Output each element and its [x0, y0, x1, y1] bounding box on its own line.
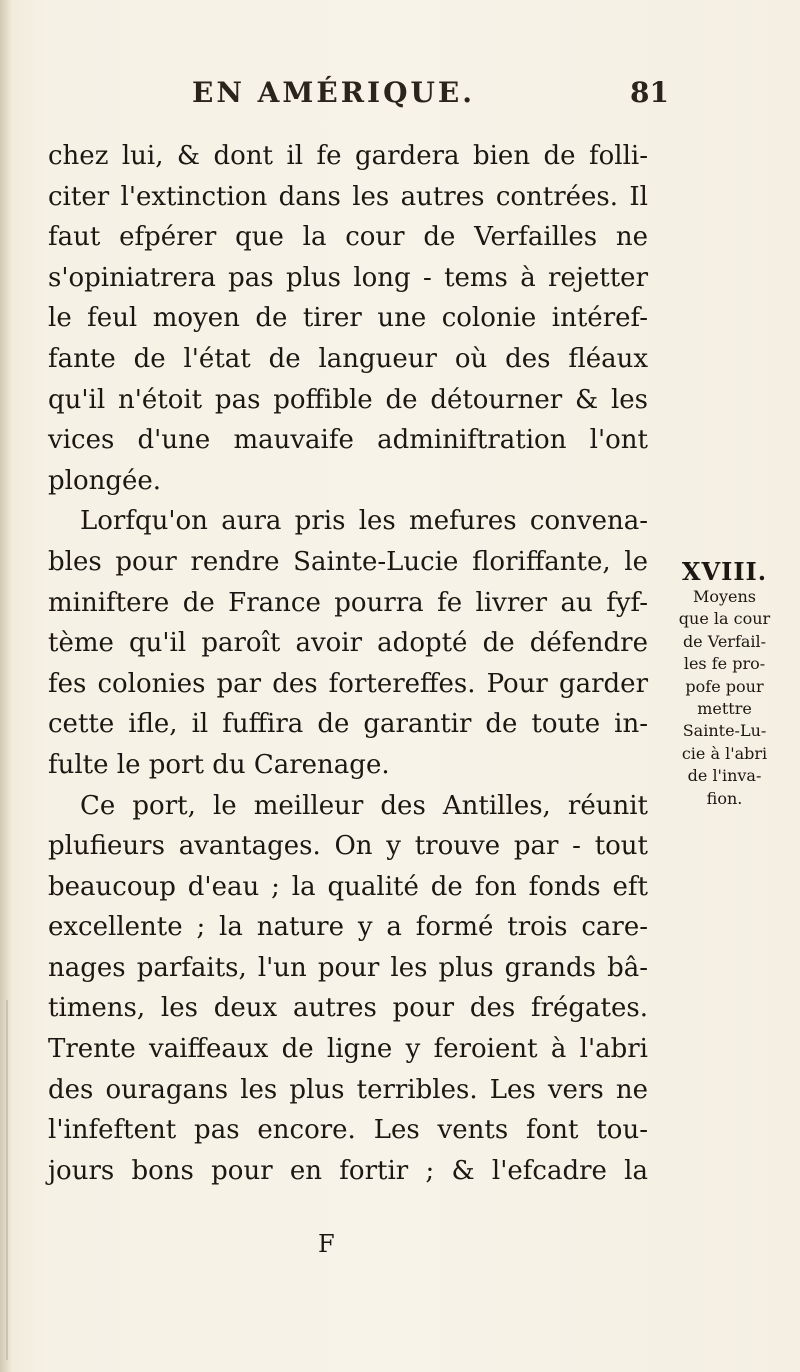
margin-note-line: cie à l'abri: [681, 743, 768, 763]
text-line: beaucoup d'eau ; la qualité de fon fonds eft: [48, 871, 648, 902]
margin-note-line: que la cour: [678, 609, 771, 629]
text-line: faut efpérer que la cour de Verfailles ne: [48, 222, 648, 253]
margin-note-line: les fe pro-: [683, 654, 766, 674]
text-line: le feul moyen de tirer une colonie intéref-: [48, 303, 648, 334]
text-line: nages parfaits, l'un pour les plus grands bâ-: [48, 952, 648, 983]
text-line: l'infeftent pas encore. Les vents font tou-: [48, 1115, 648, 1146]
text-line: plongée.: [48, 465, 162, 496]
page-number: 81: [630, 76, 669, 109]
text-line: timens, les deux autres pour des frégates.: [48, 993, 648, 1024]
body-text: [48, 136, 648, 1191]
text-line: fante de l'état de langueur où des fléaux: [48, 343, 648, 374]
text-line: Ce port, le meilleur des Antilles, réunit: [80, 790, 648, 821]
text-line: s'opiniatrera pas plus long - tems à rejetter: [48, 262, 648, 293]
margin-note-line: pofe pour: [685, 676, 764, 696]
text-line: fulte le port du Carenage.: [48, 749, 390, 780]
text-line: excellente ; la nature y a formé trois care-: [48, 912, 648, 943]
page-edge-mark: [6, 1000, 8, 1360]
text-line: cette ifle, il fuffira de garantir de toute in-: [48, 709, 648, 740]
running-title: EN AMÉRIQUE.: [192, 76, 476, 109]
text-line: des ouragans les plus terribles. Les vers ne: [48, 1074, 648, 1105]
text-line: bles pour rendre Sainte-Lucie floriffante, le: [48, 546, 648, 577]
text-line: plufieurs avantages. On y trouve par - tout: [48, 831, 648, 862]
text-line: qu'il n'étoit pas poffible de détourner & les: [48, 384, 648, 415]
margin-note-line: mettre: [697, 699, 752, 719]
text-line: tème qu'il paroît avoir adopté de défendre: [48, 628, 648, 659]
text-line: jours bons pour en fortir ; & l'efcadre la: [48, 1155, 648, 1186]
running-header: [0, 76, 800, 116]
text-line: Lorfqu'on aura pris les mefures convena-: [80, 506, 648, 537]
text-line: fes colonies par des fortereffes. Pour garder: [48, 668, 648, 699]
margin-note: [652, 558, 797, 810]
margin-note-line: fion.: [706, 788, 743, 808]
text-line: Trente vaiffeaux de ligne y feroient à l'abri: [48, 1034, 648, 1065]
text-line: vices d'une mauvaife adminiftration l'ont: [48, 425, 648, 456]
margin-note-line: Sainte-Lu-: [682, 721, 767, 741]
section-number: XVIII.: [681, 557, 768, 586]
margin-note-line: Moyens: [692, 587, 757, 606]
text-line: citer l'extinction dans les autres contrées. Il: [48, 181, 648, 212]
margin-note-line: de l'inva-: [687, 766, 762, 786]
margin-note-line: de Verfail-: [682, 631, 767, 651]
text-line: miniftere de France pourra fe livrer au fyf-: [48, 587, 648, 618]
signature-mark: F: [318, 1230, 335, 1258]
text-line: chez lui, & dont il fe gardera bien de folli-: [48, 141, 648, 171]
